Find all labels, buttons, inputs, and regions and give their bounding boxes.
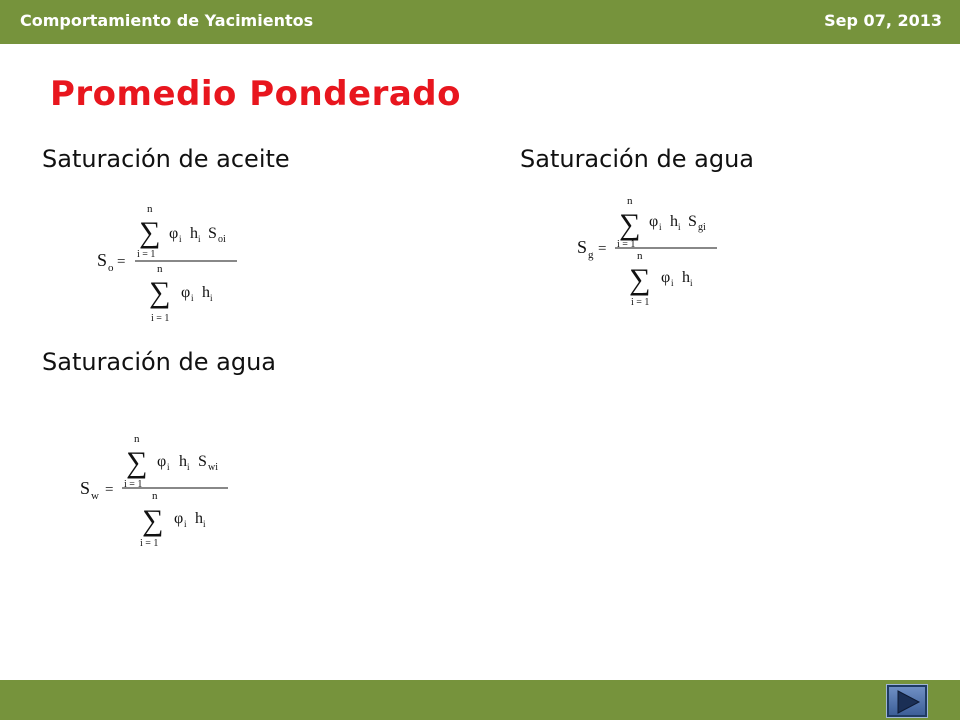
equals-sign: = — [598, 241, 607, 257]
subscript-i: i — [187, 462, 190, 472]
sum-symbol: ∑ — [126, 446, 148, 479]
h-symbol: h — [202, 284, 210, 301]
lhs-symbol: S — [97, 250, 108, 270]
sum-upper-limit: n — [627, 195, 633, 207]
formula-oil-saturation — [95, 200, 245, 329]
lhs-subscript: g — [588, 249, 594, 261]
h-symbol: h — [195, 510, 203, 527]
course-title: Comportamiento de Yacimientos — [20, 11, 314, 30]
s-symbol: S — [208, 225, 217, 242]
numerator-subscript: wi — [208, 462, 218, 473]
phi-symbol: φ — [649, 213, 659, 230]
date-label: Sep 07, 2013 — [824, 11, 942, 30]
h-symbol: h — [179, 453, 187, 470]
footer-bar — [0, 680, 960, 720]
subscript-i: i — [659, 222, 662, 232]
subscript-i: i — [191, 293, 194, 303]
s-symbol: S — [688, 213, 697, 230]
phi-symbol: φ — [661, 269, 671, 286]
subscript-i: i — [690, 278, 693, 288]
phi-symbol: φ — [169, 225, 179, 242]
sum-symbol: ∑ — [629, 263, 651, 296]
header-bar — [0, 0, 960, 44]
h-symbol: h — [670, 213, 678, 230]
sum-symbol: ∑ — [142, 504, 164, 537]
label-water-saturation-left: Saturación de agua — [42, 348, 277, 376]
lhs-subscript: w — [91, 490, 99, 502]
sum-lower-limit: i = 1 — [137, 249, 156, 260]
label-oil-saturation: Saturación de aceite — [42, 145, 290, 173]
equals-sign: = — [117, 254, 126, 270]
play-next-icon — [887, 685, 929, 719]
sum-symbol: ∑ — [149, 276, 171, 309]
phi-symbol: φ — [157, 453, 167, 470]
lhs-symbol: S — [577, 237, 588, 257]
lhs-subscript: o — [108, 262, 114, 274]
sum-upper-limit: n — [147, 203, 153, 215]
numerator-subscript: oi — [218, 234, 226, 245]
sum-upper-limit: n — [134, 433, 140, 445]
sum-lower-limit: i = 1 — [151, 313, 170, 324]
formula-gas-saturation — [575, 192, 725, 316]
formula-water-saturation — [80, 430, 235, 559]
subscript-i: i — [179, 234, 182, 244]
sum-lower-limit: i = 1 — [617, 239, 636, 250]
subscript-i: i — [198, 234, 201, 244]
slide-title: Promedio Ponderado — [50, 74, 462, 114]
subscript-i: i — [678, 222, 681, 232]
subscript-i: i — [210, 293, 213, 303]
numerator-subscript: gi — [698, 222, 706, 233]
subscript-i: i — [203, 519, 206, 529]
sum-lower-limit: i = 1 — [124, 479, 143, 490]
label-water-saturation-right: Saturación de agua — [520, 145, 755, 173]
sum-symbol: ∑ — [139, 216, 161, 249]
h-symbol: h — [682, 269, 690, 286]
sum-lower-limit: i = 1 — [140, 538, 159, 549]
h-symbol: h — [190, 225, 198, 242]
phi-symbol: φ — [181, 284, 191, 301]
sum-upper-limit: n — [157, 263, 163, 275]
subscript-i: i — [671, 278, 674, 288]
next-slide-button[interactable] — [886, 684, 928, 718]
subscript-i: i — [167, 462, 170, 472]
sum-upper-limit: n — [637, 250, 643, 262]
sum-symbol: ∑ — [619, 208, 641, 241]
sum-lower-limit: i = 1 — [631, 297, 650, 308]
subscript-i: i — [184, 519, 187, 529]
equals-sign: = — [105, 482, 114, 498]
phi-symbol: φ — [174, 510, 184, 527]
s-symbol: S — [198, 453, 207, 470]
lhs-symbol: S — [80, 478, 91, 498]
sum-upper-limit: n — [152, 490, 158, 502]
